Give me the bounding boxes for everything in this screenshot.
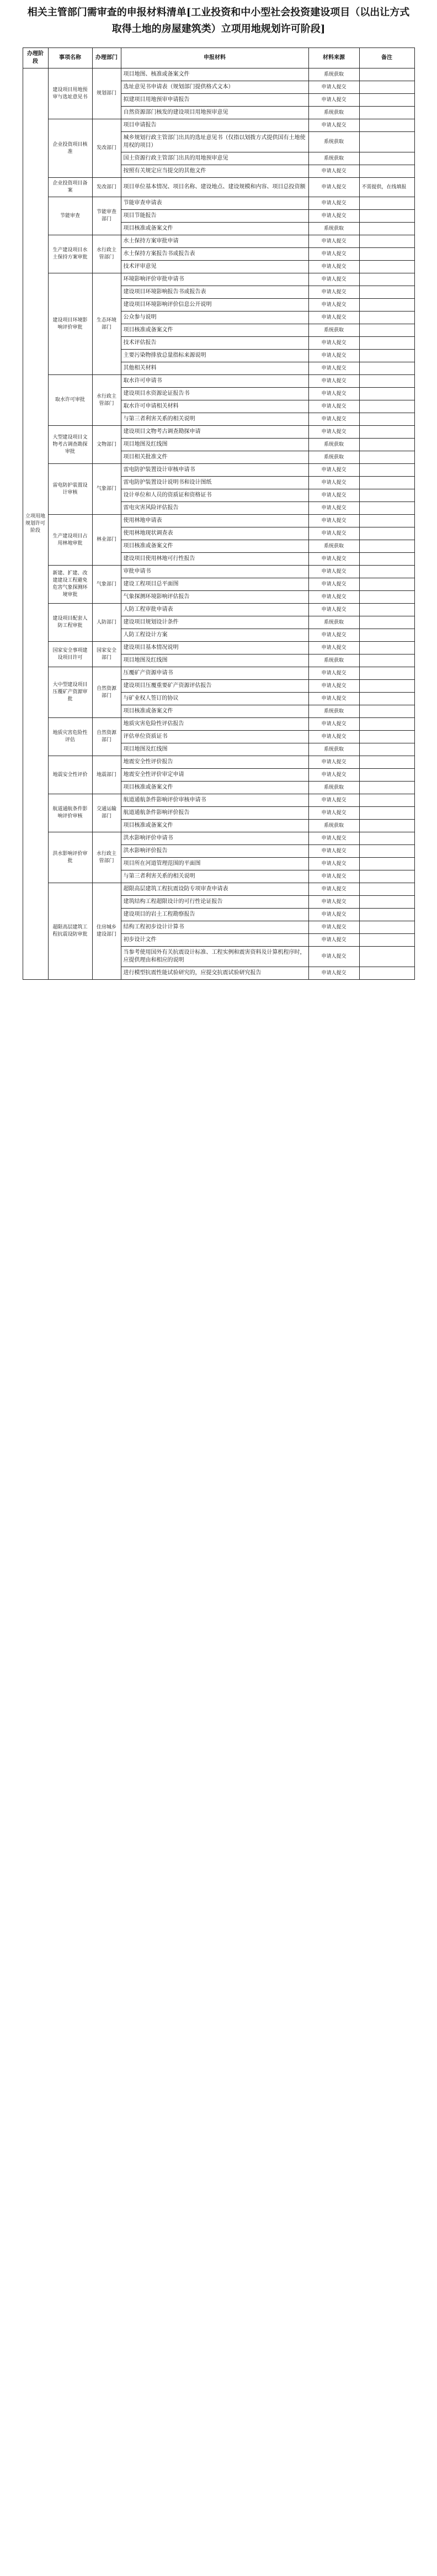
cell-source: 申请人提交 bbox=[308, 921, 359, 934]
cell-material: 项目核准或备案文件 bbox=[121, 540, 308, 553]
cell-note bbox=[359, 132, 414, 152]
cell-material: 项目地图及红线图 bbox=[121, 654, 308, 667]
cell-dept: 自然资源部门 bbox=[92, 718, 121, 756]
cell-note bbox=[359, 616, 414, 629]
cell-material: 建设项目环境影响报告书或报告表 bbox=[121, 286, 308, 299]
cell-source: 申请人提交 bbox=[308, 261, 359, 273]
cell-note bbox=[359, 273, 414, 286]
cell-source: 申请人提交 bbox=[308, 883, 359, 896]
cell-dept: 水行政主管部门 bbox=[92, 375, 121, 426]
cell-dept: 地震部门 bbox=[92, 756, 121, 794]
cell-source: 申请人提交 bbox=[308, 858, 359, 870]
table-row bbox=[23, 718, 414, 731]
cell-material: 项目单位基本情况、项目名称、建设地点、建设规模和内容、项目总投资额 bbox=[121, 178, 308, 197]
cell-material: 审批申请书 bbox=[121, 566, 308, 578]
cell-note bbox=[359, 705, 414, 718]
cell-source: 申请人提交 bbox=[308, 248, 359, 261]
cell-source: 申请人提交 bbox=[308, 464, 359, 477]
cell-note bbox=[359, 769, 414, 782]
cell-note bbox=[359, 591, 414, 604]
cell-source: 申请人提交 bbox=[308, 426, 359, 439]
cell-source: 申请人提交 bbox=[308, 769, 359, 782]
cell-note bbox=[359, 197, 414, 210]
cell-source: 系统获取 bbox=[308, 705, 359, 718]
cell-dept: 发改部门 bbox=[92, 119, 121, 178]
table-row bbox=[23, 273, 414, 286]
cell-source: 系统获取 bbox=[308, 223, 359, 235]
cell-material: 取水许可申请相关材料 bbox=[121, 400, 308, 413]
cell-dept: 国家安全部门 bbox=[92, 642, 121, 667]
cell-source: 申请人提交 bbox=[308, 947, 359, 967]
cell-material: 技术评审意见 bbox=[121, 261, 308, 273]
cell-dept: 文物部门 bbox=[92, 426, 121, 464]
cell-source: 申请人提交 bbox=[308, 909, 359, 921]
cell-source: 申请人提交 bbox=[308, 896, 359, 909]
cell-material: 人防工程设计方案 bbox=[121, 629, 308, 642]
cell-dept: 林业部门 bbox=[92, 515, 121, 566]
cell-source: 申请人提交 bbox=[308, 870, 359, 883]
cell-material: 项目地图及红线图 bbox=[121, 743, 308, 756]
cell-item: 大中型建设项目压覆矿产资源审批 bbox=[48, 667, 92, 718]
table-row bbox=[23, 235, 414, 248]
cell-dept: 水行政主管部门 bbox=[92, 235, 121, 273]
cell-note bbox=[359, 654, 414, 667]
cell-source: 申请人提交 bbox=[308, 527, 359, 540]
cell-item: 生产建设项目占用林地审批 bbox=[48, 515, 92, 566]
cell-source: 申请人提交 bbox=[308, 832, 359, 845]
column-header-source: 材料来源 bbox=[308, 48, 359, 68]
cell-source: 申请人提交 bbox=[308, 845, 359, 858]
cell-note bbox=[359, 413, 414, 426]
cell-material: 洪水影响评价报告 bbox=[121, 845, 308, 858]
cell-dept: 生态环境部门 bbox=[92, 273, 121, 375]
cell-source: 申请人提交 bbox=[308, 794, 359, 807]
cell-source: 系统获取 bbox=[308, 68, 359, 81]
cell-item: 航道通航条件影响评价审核 bbox=[48, 794, 92, 832]
cell-item: 建设项目环境影响评价审批 bbox=[48, 273, 92, 375]
cell-material: 洪水影响评价申请书 bbox=[121, 832, 308, 845]
cell-note bbox=[359, 870, 414, 883]
cell-source: 申请人提交 bbox=[308, 756, 359, 769]
table-row bbox=[23, 794, 414, 807]
cell-source: 申请人提交 bbox=[308, 477, 359, 489]
cell-note bbox=[359, 152, 414, 165]
cell-note bbox=[359, 324, 414, 337]
cell-item: 洪水影响评价审批 bbox=[48, 832, 92, 883]
cell-source: 申请人提交 bbox=[308, 119, 359, 132]
page bbox=[0, 0, 437, 980]
cell-note bbox=[359, 909, 414, 921]
cell-material: 项目核准或备案文件 bbox=[121, 782, 308, 794]
cell-note bbox=[359, 934, 414, 947]
column-header-item: 事项名称 bbox=[48, 48, 92, 68]
cell-note bbox=[359, 286, 414, 299]
cell-material: 项目地图及红线图 bbox=[121, 439, 308, 451]
cell-material: 环境影响评价审批申请书 bbox=[121, 273, 308, 286]
cell-material: 地震安全性评价报告 bbox=[121, 756, 308, 769]
cell-source: 申请人提交 bbox=[308, 413, 359, 426]
cell-material: 城乡规划行政主管部门出具的选址意见书（仅指以划拨方式提供国有土地使用权的项目） bbox=[121, 132, 308, 152]
cell-note bbox=[359, 540, 414, 553]
cell-note bbox=[359, 235, 414, 248]
cell-material: 航道通航条件影响评价审核申请书 bbox=[121, 794, 308, 807]
cell-item: 企业投资项目核准 bbox=[48, 119, 92, 178]
cell-material: 项目申请报告 bbox=[121, 119, 308, 132]
cell-material: 建设项目压覆重要矿产资源评估报告 bbox=[121, 680, 308, 693]
cell-item: 新建、扩建、改建建设工程避免危害气象探测环境审批 bbox=[48, 566, 92, 604]
cell-source: 系统获取 bbox=[308, 107, 359, 119]
cell-note bbox=[359, 693, 414, 705]
cell-note bbox=[359, 680, 414, 693]
cell-material: 建设项目使用林地可行性报告 bbox=[121, 553, 308, 566]
cell-material: 超限高层建筑工程抗震设防专项审查申请表 bbox=[121, 883, 308, 896]
cell-material: 进行模型抗震性能试验研究的，应提交抗震试验研究报告 bbox=[121, 967, 308, 980]
cell-note bbox=[359, 299, 414, 312]
table-row bbox=[23, 515, 414, 527]
cell-note bbox=[359, 489, 414, 502]
cell-material: 建设项目文物考古调查勘探申请 bbox=[121, 426, 308, 439]
cell-note bbox=[359, 718, 414, 731]
cell-source: 申请人提交 bbox=[308, 604, 359, 616]
cell-note bbox=[359, 782, 414, 794]
cell-source: 申请人提交 bbox=[308, 515, 359, 527]
table-row bbox=[23, 604, 414, 616]
cell-material: 国土资源行政主管部门出具的用地预审意见 bbox=[121, 152, 308, 165]
cell-source: 系统获取 bbox=[308, 654, 359, 667]
cell-item: 企业投资项目备案 bbox=[48, 178, 92, 197]
cell-note bbox=[359, 967, 414, 980]
cell-item: 取水许可审批 bbox=[48, 375, 92, 426]
cell-material: 公众参与说明 bbox=[121, 312, 308, 324]
cell-note bbox=[359, 642, 414, 654]
cell-note bbox=[359, 667, 414, 680]
cell-note bbox=[359, 248, 414, 261]
cell-material: 地质灾害危险性评估报告 bbox=[121, 718, 308, 731]
cell-material: 人防工程审批申请表 bbox=[121, 604, 308, 616]
cell-note bbox=[359, 794, 414, 807]
cell-source: 申请人提交 bbox=[308, 967, 359, 980]
cell-dept: 发改部门 bbox=[92, 178, 121, 197]
cell-material: 航道通航条件影响评价报告 bbox=[121, 807, 308, 820]
cell-material: 项目核准或备案文件 bbox=[121, 324, 308, 337]
cell-material: 使用林地现状调查表 bbox=[121, 527, 308, 540]
cell-source: 申请人提交 bbox=[308, 502, 359, 515]
cell-material: 主要污染物排放总量指标来源说明 bbox=[121, 350, 308, 362]
cell-note bbox=[359, 107, 414, 119]
table-row bbox=[23, 68, 414, 81]
cell-note bbox=[359, 731, 414, 743]
cell-material: 压覆矿产资源申请书 bbox=[121, 667, 308, 680]
cell-note bbox=[359, 604, 414, 616]
cell-note bbox=[359, 820, 414, 832]
cell-note bbox=[359, 119, 414, 132]
cell-item: 地震安全性评价 bbox=[48, 756, 92, 794]
cell-material: 设计单位和人员的资质证和资格证书 bbox=[121, 489, 308, 502]
cell-dept: 人防部门 bbox=[92, 604, 121, 642]
cell-material: 雷电防护装置设计说明书和设计图纸 bbox=[121, 477, 308, 489]
cell-note bbox=[359, 629, 414, 642]
cell-source: 申请人提交 bbox=[308, 312, 359, 324]
cell-note bbox=[359, 947, 414, 967]
cell-note bbox=[359, 451, 414, 464]
cell-material: 项目核准或备案文件 bbox=[121, 820, 308, 832]
cell-source: 申请人提交 bbox=[308, 718, 359, 731]
cell-source: 申请人提交 bbox=[308, 629, 359, 642]
cell-material: 项目地图、核准或备案文件 bbox=[121, 68, 308, 81]
table-row bbox=[23, 667, 414, 680]
cell-material: 使用林地申请表 bbox=[121, 515, 308, 527]
cell-material: 项目节能报告 bbox=[121, 210, 308, 223]
cell-item: 节能审查 bbox=[48, 197, 92, 235]
cell-note: 不需提供，在线填报 bbox=[359, 178, 414, 197]
cell-source: 申请人提交 bbox=[308, 566, 359, 578]
cell-source: 系统获取 bbox=[308, 743, 359, 756]
cell-source: 申请人提交 bbox=[308, 934, 359, 947]
cell-note bbox=[359, 464, 414, 477]
cell-material: 雷电灾害风险评估报告 bbox=[121, 502, 308, 515]
column-header-phase: 办理阶段 bbox=[23, 48, 48, 68]
table-body bbox=[23, 68, 414, 980]
cell-note bbox=[359, 261, 414, 273]
cell-source: 申请人提交 bbox=[308, 693, 359, 705]
cell-material: 建设项目环境影响评价信息公开说明 bbox=[121, 299, 308, 312]
cell-note bbox=[359, 578, 414, 591]
cell-material: 自然资源部门核发的建设项目用地预审意见 bbox=[121, 107, 308, 119]
column-header-dept: 办理部门 bbox=[92, 48, 121, 68]
cell-material: 地震安全性评价审定申请 bbox=[121, 769, 308, 782]
table-row bbox=[23, 119, 414, 132]
cell-note bbox=[359, 388, 414, 400]
cell-source: 申请人提交 bbox=[308, 731, 359, 743]
cell-note bbox=[359, 502, 414, 515]
cell-source: 申请人提交 bbox=[308, 807, 359, 820]
cell-item: 大型建设项目文物考古调查勘探审批 bbox=[48, 426, 92, 464]
cell-item: 雷电防护装置设计审核 bbox=[48, 464, 92, 515]
cell-note bbox=[359, 896, 414, 909]
cell-source: 申请人提交 bbox=[308, 591, 359, 604]
cell-material: 按照有关规定应当提交的其他文件 bbox=[121, 165, 308, 178]
column-header-material: 申报材料 bbox=[121, 48, 308, 68]
cell-dept: 水行政主管部门 bbox=[92, 832, 121, 883]
cell-material: 技术评估报告 bbox=[121, 337, 308, 350]
cell-source: 申请人提交 bbox=[308, 299, 359, 312]
cell-material: 结构工程初步设计计算书 bbox=[121, 921, 308, 934]
table-row bbox=[23, 832, 414, 845]
column-header-note: 备注 bbox=[359, 48, 414, 68]
cell-source: 申请人提交 bbox=[308, 337, 359, 350]
cell-source: 申请人提交 bbox=[308, 362, 359, 375]
cell-material: 项目所在河道管理范围的平面图 bbox=[121, 858, 308, 870]
table-row bbox=[23, 375, 414, 388]
cell-source: 申请人提交 bbox=[308, 178, 359, 197]
cell-note bbox=[359, 832, 414, 845]
cell-note bbox=[359, 375, 414, 388]
cell-source: 申请人提交 bbox=[308, 197, 359, 210]
cell-source: 系统获取 bbox=[308, 152, 359, 165]
cell-note bbox=[359, 439, 414, 451]
cell-source: 申请人提交 bbox=[308, 642, 359, 654]
cell-note bbox=[359, 94, 414, 107]
table-row bbox=[23, 642, 414, 654]
cell-note bbox=[359, 921, 414, 934]
cell-source: 申请人提交 bbox=[308, 578, 359, 591]
cell-dept: 自然资源部门 bbox=[92, 667, 121, 718]
cell-material: 建设项目的岩土工程勘察报告 bbox=[121, 909, 308, 921]
cell-item: 地质灾害危险性评估 bbox=[48, 718, 92, 756]
cell-note bbox=[359, 756, 414, 769]
cell-note bbox=[359, 400, 414, 413]
cell-source: 系统获取 bbox=[308, 324, 359, 337]
cell-note bbox=[359, 165, 414, 178]
cell-material: 建设项目规划设计条件 bbox=[121, 616, 308, 629]
table-row bbox=[23, 426, 414, 439]
cell-source: 系统获取 bbox=[308, 439, 359, 451]
cell-note bbox=[359, 426, 414, 439]
cell-material: 取水许可申请书 bbox=[121, 375, 308, 388]
cell-material: 与第三者利害关系的相关说明 bbox=[121, 413, 308, 426]
table-row bbox=[23, 197, 414, 210]
cell-source: 申请人提交 bbox=[308, 165, 359, 178]
cell-source: 系统获取 bbox=[308, 820, 359, 832]
cell-source: 申请人提交 bbox=[308, 388, 359, 400]
cell-note bbox=[359, 743, 414, 756]
cell-material: 当参考使用国外有关抗震设计标准、工程实例和震害资料及计算机程序时，应提供理由和相应的说明 bbox=[121, 947, 308, 967]
cell-note bbox=[359, 210, 414, 223]
cell-note bbox=[359, 223, 414, 235]
cell-note bbox=[359, 883, 414, 896]
cell-note bbox=[359, 527, 414, 540]
cell-note bbox=[359, 312, 414, 324]
cell-material: 评估单位资质证书 bbox=[121, 731, 308, 743]
cell-source: 申请人提交 bbox=[308, 350, 359, 362]
cell-source: 申请人提交 bbox=[308, 667, 359, 680]
cell-note bbox=[359, 350, 414, 362]
cell-note bbox=[359, 362, 414, 375]
cell-material: 拟建项目用地预审申请报告 bbox=[121, 94, 308, 107]
cell-material: 建设项目基本情况说明 bbox=[121, 642, 308, 654]
cell-note bbox=[359, 515, 414, 527]
cell-note bbox=[359, 68, 414, 81]
materials-table bbox=[23, 47, 415, 980]
cell-source: 系统获取 bbox=[308, 451, 359, 464]
cell-material: 节能审查申请表 bbox=[121, 197, 308, 210]
cell-dept: 气象部门 bbox=[92, 464, 121, 515]
table-row bbox=[23, 178, 414, 197]
cell-dept: 气象部门 bbox=[92, 566, 121, 604]
cell-material: 水土保持方案审批申请 bbox=[121, 235, 308, 248]
table-row bbox=[23, 566, 414, 578]
cell-dept: 交通运输部门 bbox=[92, 794, 121, 832]
cell-material: 选址意见书申请表（规划部门提供格式文本） bbox=[121, 81, 308, 94]
cell-note bbox=[359, 553, 414, 566]
cell-material: 雷电防护装置设计审核申请书 bbox=[121, 464, 308, 477]
cell-material: 项目核准或备案文件 bbox=[121, 705, 308, 718]
cell-source: 申请人提交 bbox=[308, 680, 359, 693]
cell-dept: 住房城乡建设部门 bbox=[92, 883, 121, 980]
cell-material: 项目相关批准文件 bbox=[121, 451, 308, 464]
cell-source: 申请人提交 bbox=[308, 94, 359, 107]
cell-source: 申请人提交 bbox=[308, 553, 359, 566]
cell-source: 系统获取 bbox=[308, 540, 359, 553]
table-row bbox=[23, 883, 414, 896]
cell-source: 系统获取 bbox=[308, 132, 359, 152]
cell-material: 初步设计文件 bbox=[121, 934, 308, 947]
cell-source: 申请人提交 bbox=[308, 273, 359, 286]
cell-phase: 立项用地规划许可阶段 bbox=[23, 68, 48, 980]
cell-material: 气象探测环境影响评估报告 bbox=[121, 591, 308, 604]
cell-material: 建设工程项目总平面图 bbox=[121, 578, 308, 591]
cell-material: 水土保持方案报告书或报告表 bbox=[121, 248, 308, 261]
cell-dept: 规划部门 bbox=[92, 68, 121, 119]
cell-item: 超限高层建筑工程抗震设防审批 bbox=[48, 883, 92, 980]
cell-source: 申请人提交 bbox=[308, 286, 359, 299]
cell-material: 与矿业权人签订的协议 bbox=[121, 693, 308, 705]
cell-note bbox=[359, 858, 414, 870]
cell-note bbox=[359, 81, 414, 94]
cell-note bbox=[359, 477, 414, 489]
cell-source: 系统获取 bbox=[308, 782, 359, 794]
cell-source: 申请人提交 bbox=[308, 81, 359, 94]
cell-material: 建设项目水资源论证报告书 bbox=[121, 388, 308, 400]
page-title: 相关主管部门需审查的申报材料清单[工业投资和中小型社会投资建设项目（以出让方式取得土地的房屋建筑类）立项用地规划许可阶段] bbox=[27, 7, 410, 35]
cell-source: 申请人提交 bbox=[308, 235, 359, 248]
cell-material: 项目核准或备案文件 bbox=[121, 223, 308, 235]
table-header-row bbox=[23, 48, 414, 68]
table-row bbox=[23, 464, 414, 477]
table-row bbox=[23, 756, 414, 769]
cell-material: 其他相关材料 bbox=[121, 362, 308, 375]
cell-dept: 节能审查部门 bbox=[92, 197, 121, 235]
cell-note bbox=[359, 845, 414, 858]
cell-note bbox=[359, 337, 414, 350]
cell-material: 与第三者利害关系的相关说明 bbox=[121, 870, 308, 883]
cell-note bbox=[359, 807, 414, 820]
cell-item: 国家安全事项建设项目许可 bbox=[48, 642, 92, 667]
cell-note bbox=[359, 566, 414, 578]
cell-source: 申请人提交 bbox=[308, 489, 359, 502]
cell-item: 建设项目配套人防工程审批 bbox=[48, 604, 92, 642]
cell-source: 申请人提交 bbox=[308, 400, 359, 413]
cell-source: 系统获取 bbox=[308, 616, 359, 629]
cell-material: 建筑结构工程超限设计的可行性论证报告 bbox=[121, 896, 308, 909]
cell-source: 申请人提交 bbox=[308, 210, 359, 223]
cell-item: 建设项目用地预审与选址意见书 bbox=[48, 68, 92, 119]
cell-item: 生产建设项目水土保持方案审批 bbox=[48, 235, 92, 273]
cell-source: 申请人提交 bbox=[308, 375, 359, 388]
